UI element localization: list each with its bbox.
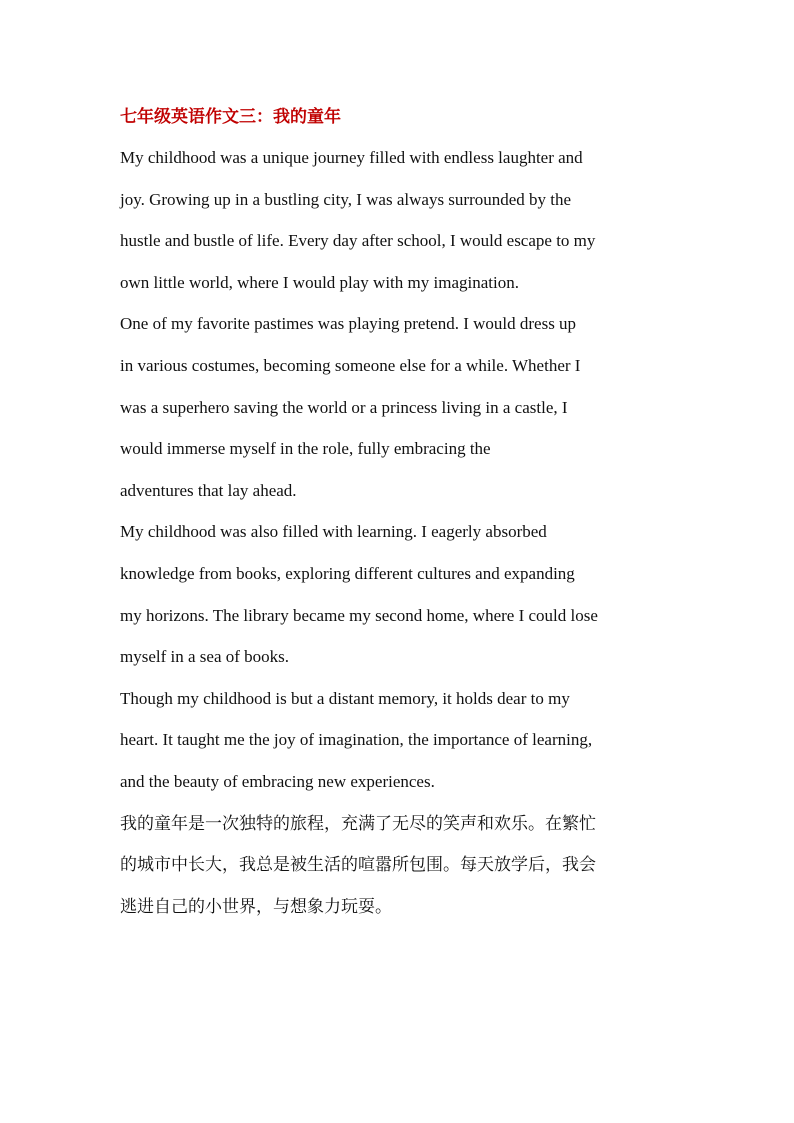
- paragraph-line: One of my favorite pastimes was playing pretend. I would dress up: [120, 314, 577, 333]
- paragraph-line: Though my childhood is but a distant memory, it holds dear to my: [120, 689, 570, 708]
- paragraph-line: own little world, where I would play with my imagination.: [120, 273, 519, 292]
- chinese-paragraph-line: 的城市中长大，我总是被生活的喧嚣所包围。每天放学后，我会: [120, 855, 596, 875]
- chinese-paragraph-line: 逃进自己的小世界，与想象力玩耍。: [120, 897, 392, 917]
- paragraph-line: was a superhero saving the world or a princess living in a castle, I: [120, 398, 568, 417]
- paragraph-line: adventures that lay ahead.: [120, 481, 297, 500]
- paragraph-line: joy. Growing up in a bustling city, I was always surrounded by the: [120, 190, 572, 209]
- paragraph-line: knowledge from books, exploring different cultures and expanding: [120, 564, 575, 583]
- paragraph-line: my horizons. The library became my second home, where I could lose: [120, 606, 598, 625]
- paragraph-line: heart. It taught me the joy of imagination, the importance of learning,: [120, 730, 593, 749]
- document-title: 七年级英语作文三：我的童年: [120, 107, 341, 127]
- paragraph-line: in various costumes, becoming someone else for a while. Whether I: [120, 356, 581, 375]
- chinese-paragraph-line: 我的童年是一次独特的旅程，充满了无尽的笑声和欢乐。在繁忙: [120, 814, 596, 834]
- paragraph-line: My childhood was a unique journey filled with endless laughter and: [120, 148, 583, 167]
- paragraph-line: would immerse myself in the role, fully embracing the: [120, 439, 491, 458]
- paragraph-line: hustle and bustle of life. Every day after school, I would escape to my: [120, 231, 596, 250]
- paragraph-line: My childhood was also filled with learning. I eagerly absorbed: [120, 522, 547, 541]
- paragraph-line: myself in a sea of books.: [120, 647, 290, 666]
- paragraph-line: and the beauty of embracing new experiences.: [120, 772, 435, 791]
